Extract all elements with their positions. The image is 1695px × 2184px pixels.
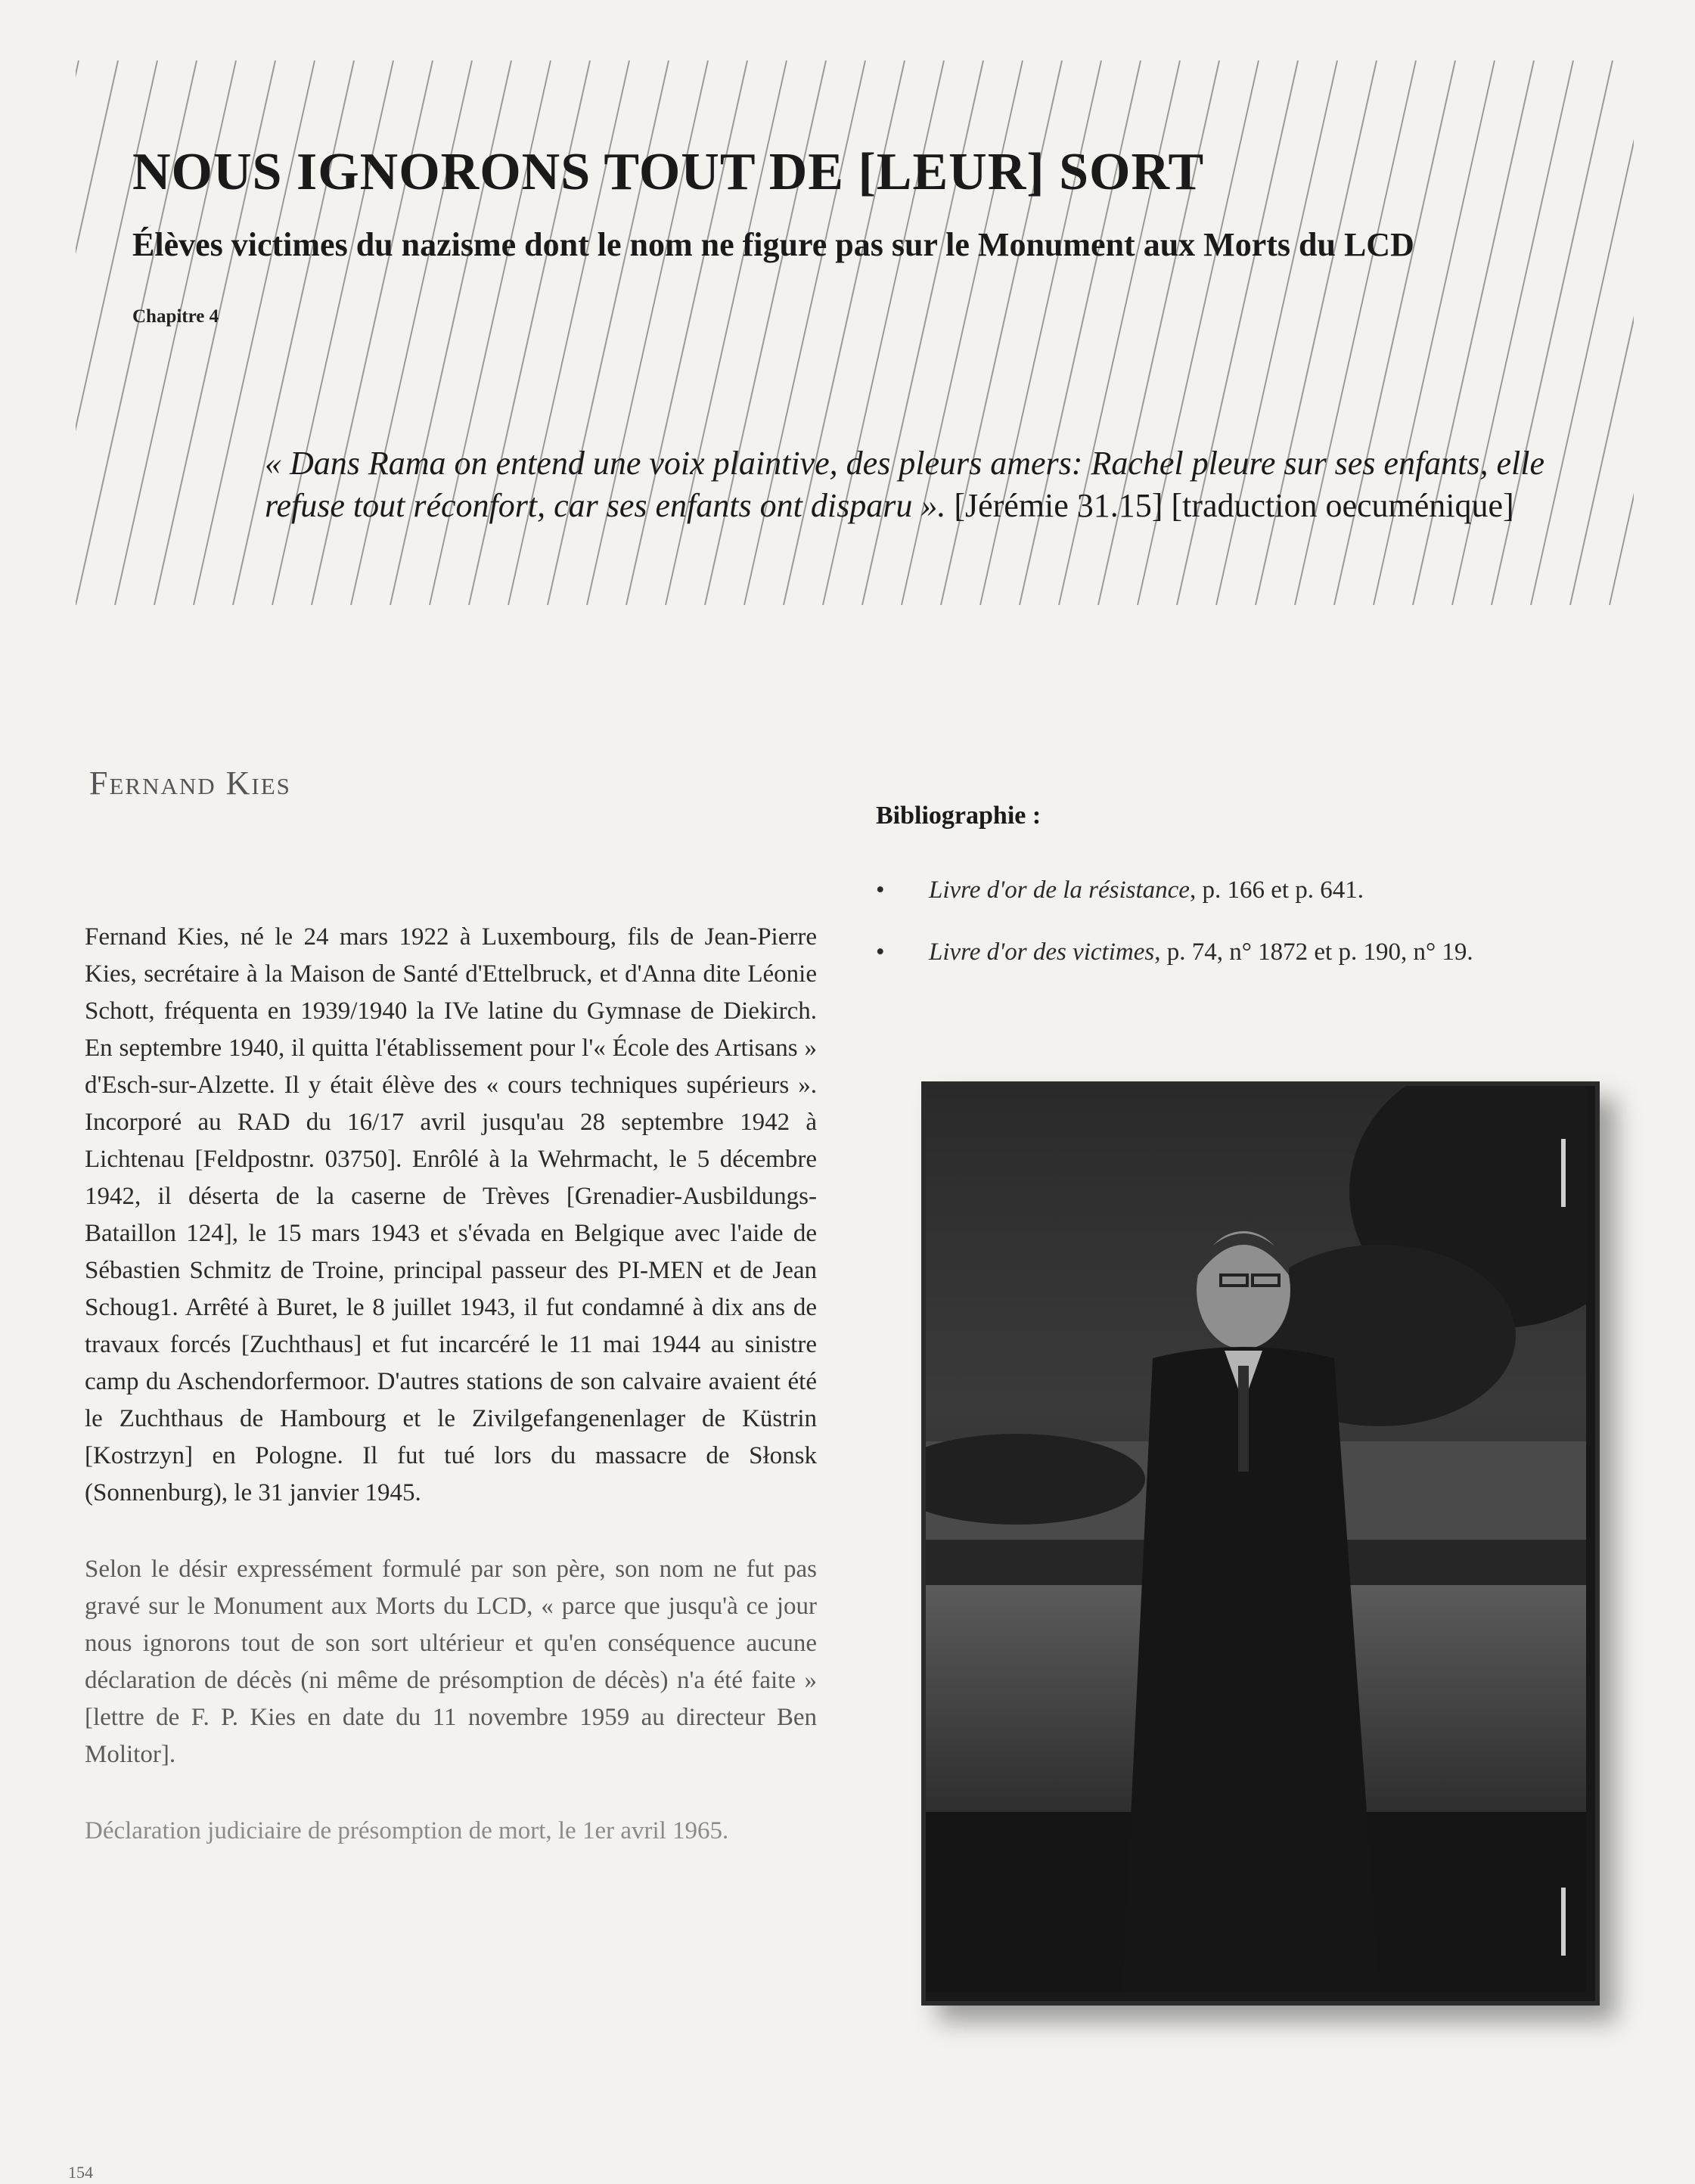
page-subtitle: Élèves victimes du nazisme dont le nom ne figure pas sur le Monument aux Morts du LCD (132, 226, 1414, 263)
bibliography-work: Livre d'or de la résistance (929, 876, 1190, 904)
epigraph (265, 442, 1622, 527)
portrait-illustration (926, 1086, 1586, 1992)
biography-paragraph-1: Fernand Kies, né le 24 mars 1922 à Luxembourg, fils de Jean-Pierre Kies, secrétaire à la Maison de Santé d'Ettelbruck, et d'Anna dite Léonie Schott, fréquenta en 1939/1940 la IVe latine du Gymnase de Diekirch. En septembre 1940, il quitta l'établissement pour l'« École des Artisans » d'Esch-sur-Alzette. Il y était élève des « cours techniques supérieurs ». Incorporé au RAD du 16/17 avril jusqu'au 28 septembre 1942 à Lichtenau [Feldpostnr. 03750]. Enrôlé à la Wehrmacht, le 5 décembre 1942, il déserta de la caserne de Trèves [Grenadier-Ausbildungs-Bataillon 124], le 15 mars 1943 et s'évada en Belgique avec l'aide de Sébastien Schmitz de Troine, principal passeur des PI-MEN et de Jean Schoug1. Arrêté à Buret, le 8 juillet 1943, il fut condamné à dix ans de travaux forcés [Zuchthaus] et fut incarcéré le 11 mai 1944 au sinistre camp du Aschendorfermoor. D'autres stations de son calvaire avaient été le Zuchthaus de Hambourg et le Zivilgefangenenlager de Küstrin [Kostrzyn] en Pologne. Il fut tué lors du massacre de Słonsk (Sonnenburg), le 31 janvier 1945. (85, 923, 817, 1506)
bibliography-item (876, 935, 1617, 969)
epigraph-reference: [Jérémie 31.15] [traduction oecuménique] (945, 487, 1514, 524)
biography-paragraph-3: Déclaration judiciaire de présomption de mort, le 1er avril 1965. (85, 1817, 729, 1844)
biography-column (85, 919, 817, 1889)
portrait-photo (921, 1081, 1600, 2006)
chapter-label: Chapitre 4 (132, 306, 219, 327)
bibliography-ref: , p. 166 et p. 641. (1189, 876, 1364, 904)
bullet-icon: • (876, 876, 885, 904)
page-title: NOUS IGNORONS TOUT DE [LEUR] SORT (132, 143, 1205, 201)
page-number: 154 (68, 2163, 93, 2182)
hatch-line (76, 60, 79, 605)
epigraph-quote: « Dans Rama on entend une voix plaintive, des pleurs amers: Rachel pleure sur ses enfants, elle refuse tout réconfort, car ses enfants ont disparu ». (265, 445, 1545, 524)
bullet-icon: • (876, 938, 885, 966)
bibliography-ref: , p. 74, n° 1872 et p. 190, n° 19. (1154, 938, 1473, 966)
person-name-heading: Fernand Kies (89, 765, 291, 802)
biography-paragraph-2: Selon le désir expressément formulé par son père, son nom ne fut pas gravé sur le Monument aux Morts du LCD, « parce que jusqu'à ce jour nous ignorons tout de son sort ultérieur et qu'en conséquence aucune déclaration de décès (ni même de présomption de décès) n'a été faite » [lettre de F. P. Kies en date du 11 novembre 1959 au directeur Ben Molitor]. (85, 1556, 817, 1768)
bibliography-title: Bibliographie : (876, 802, 1042, 830)
bibliography-item (876, 873, 1617, 907)
bibliography-list (876, 873, 1617, 997)
bibliography-work: Livre d'or des victimes (929, 938, 1155, 966)
